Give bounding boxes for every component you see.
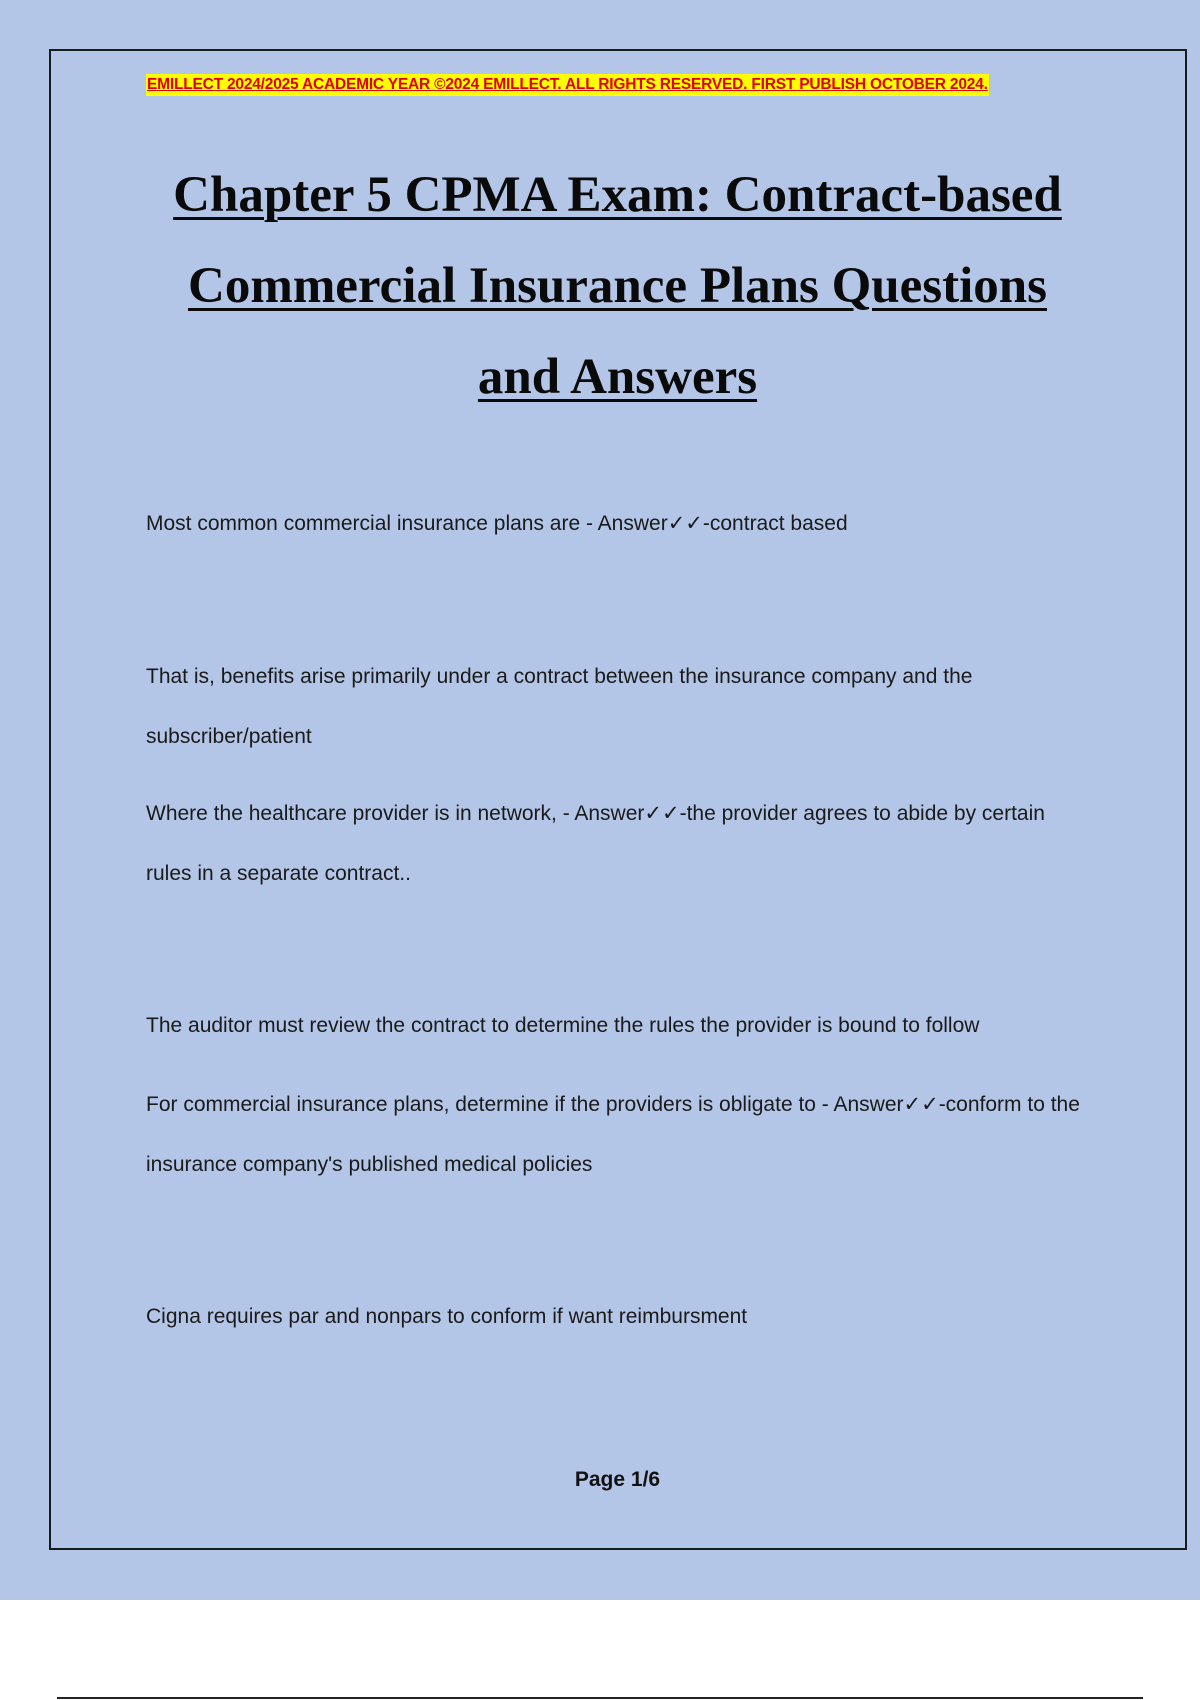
copyright-banner: EMILLECT 2024/2025 ACADEMIC YEAR ©2024 EMILLECT. ALL RIGHTS RESERVED. FIRST PUBLISH OCTOBER 2024.	[146, 74, 989, 96]
title-line-1: Chapter 5 CPMA Exam: Contract-based	[173, 167, 1062, 223]
document-title	[100, 150, 1135, 423]
qa-entry: The auditor must review the contract to determine the rules the provider is bound to follow	[146, 1014, 980, 1037]
page-number: Page 1/6	[574, 1468, 661, 1491]
qa-entry: Most common commercial insurance plans are - Answer✓✓-contract based	[146, 512, 848, 535]
qa-entry: For commercial insurance plans, determine if the providers is obligate to - Answer✓✓-conform to the insurance company's published medical policies	[146, 1093, 1080, 1176]
title-line-2: Commercial Insurance Plans Questions	[188, 258, 1047, 314]
next-page-top-rule	[57, 1697, 1143, 1699]
qa-entry: That is, benefits arise primarily under a contract between the insurance company and the subscriber/patient	[146, 665, 973, 748]
qa-entry: Cigna requires par and nonpars to conform if want reimbursment	[146, 1305, 748, 1328]
qa-entry: Where the healthcare provider is in network, - Answer✓✓-the provider agrees to abide by certain rules in a separate contract..	[146, 802, 1045, 885]
title-line-3: and Answers	[477, 349, 758, 405]
